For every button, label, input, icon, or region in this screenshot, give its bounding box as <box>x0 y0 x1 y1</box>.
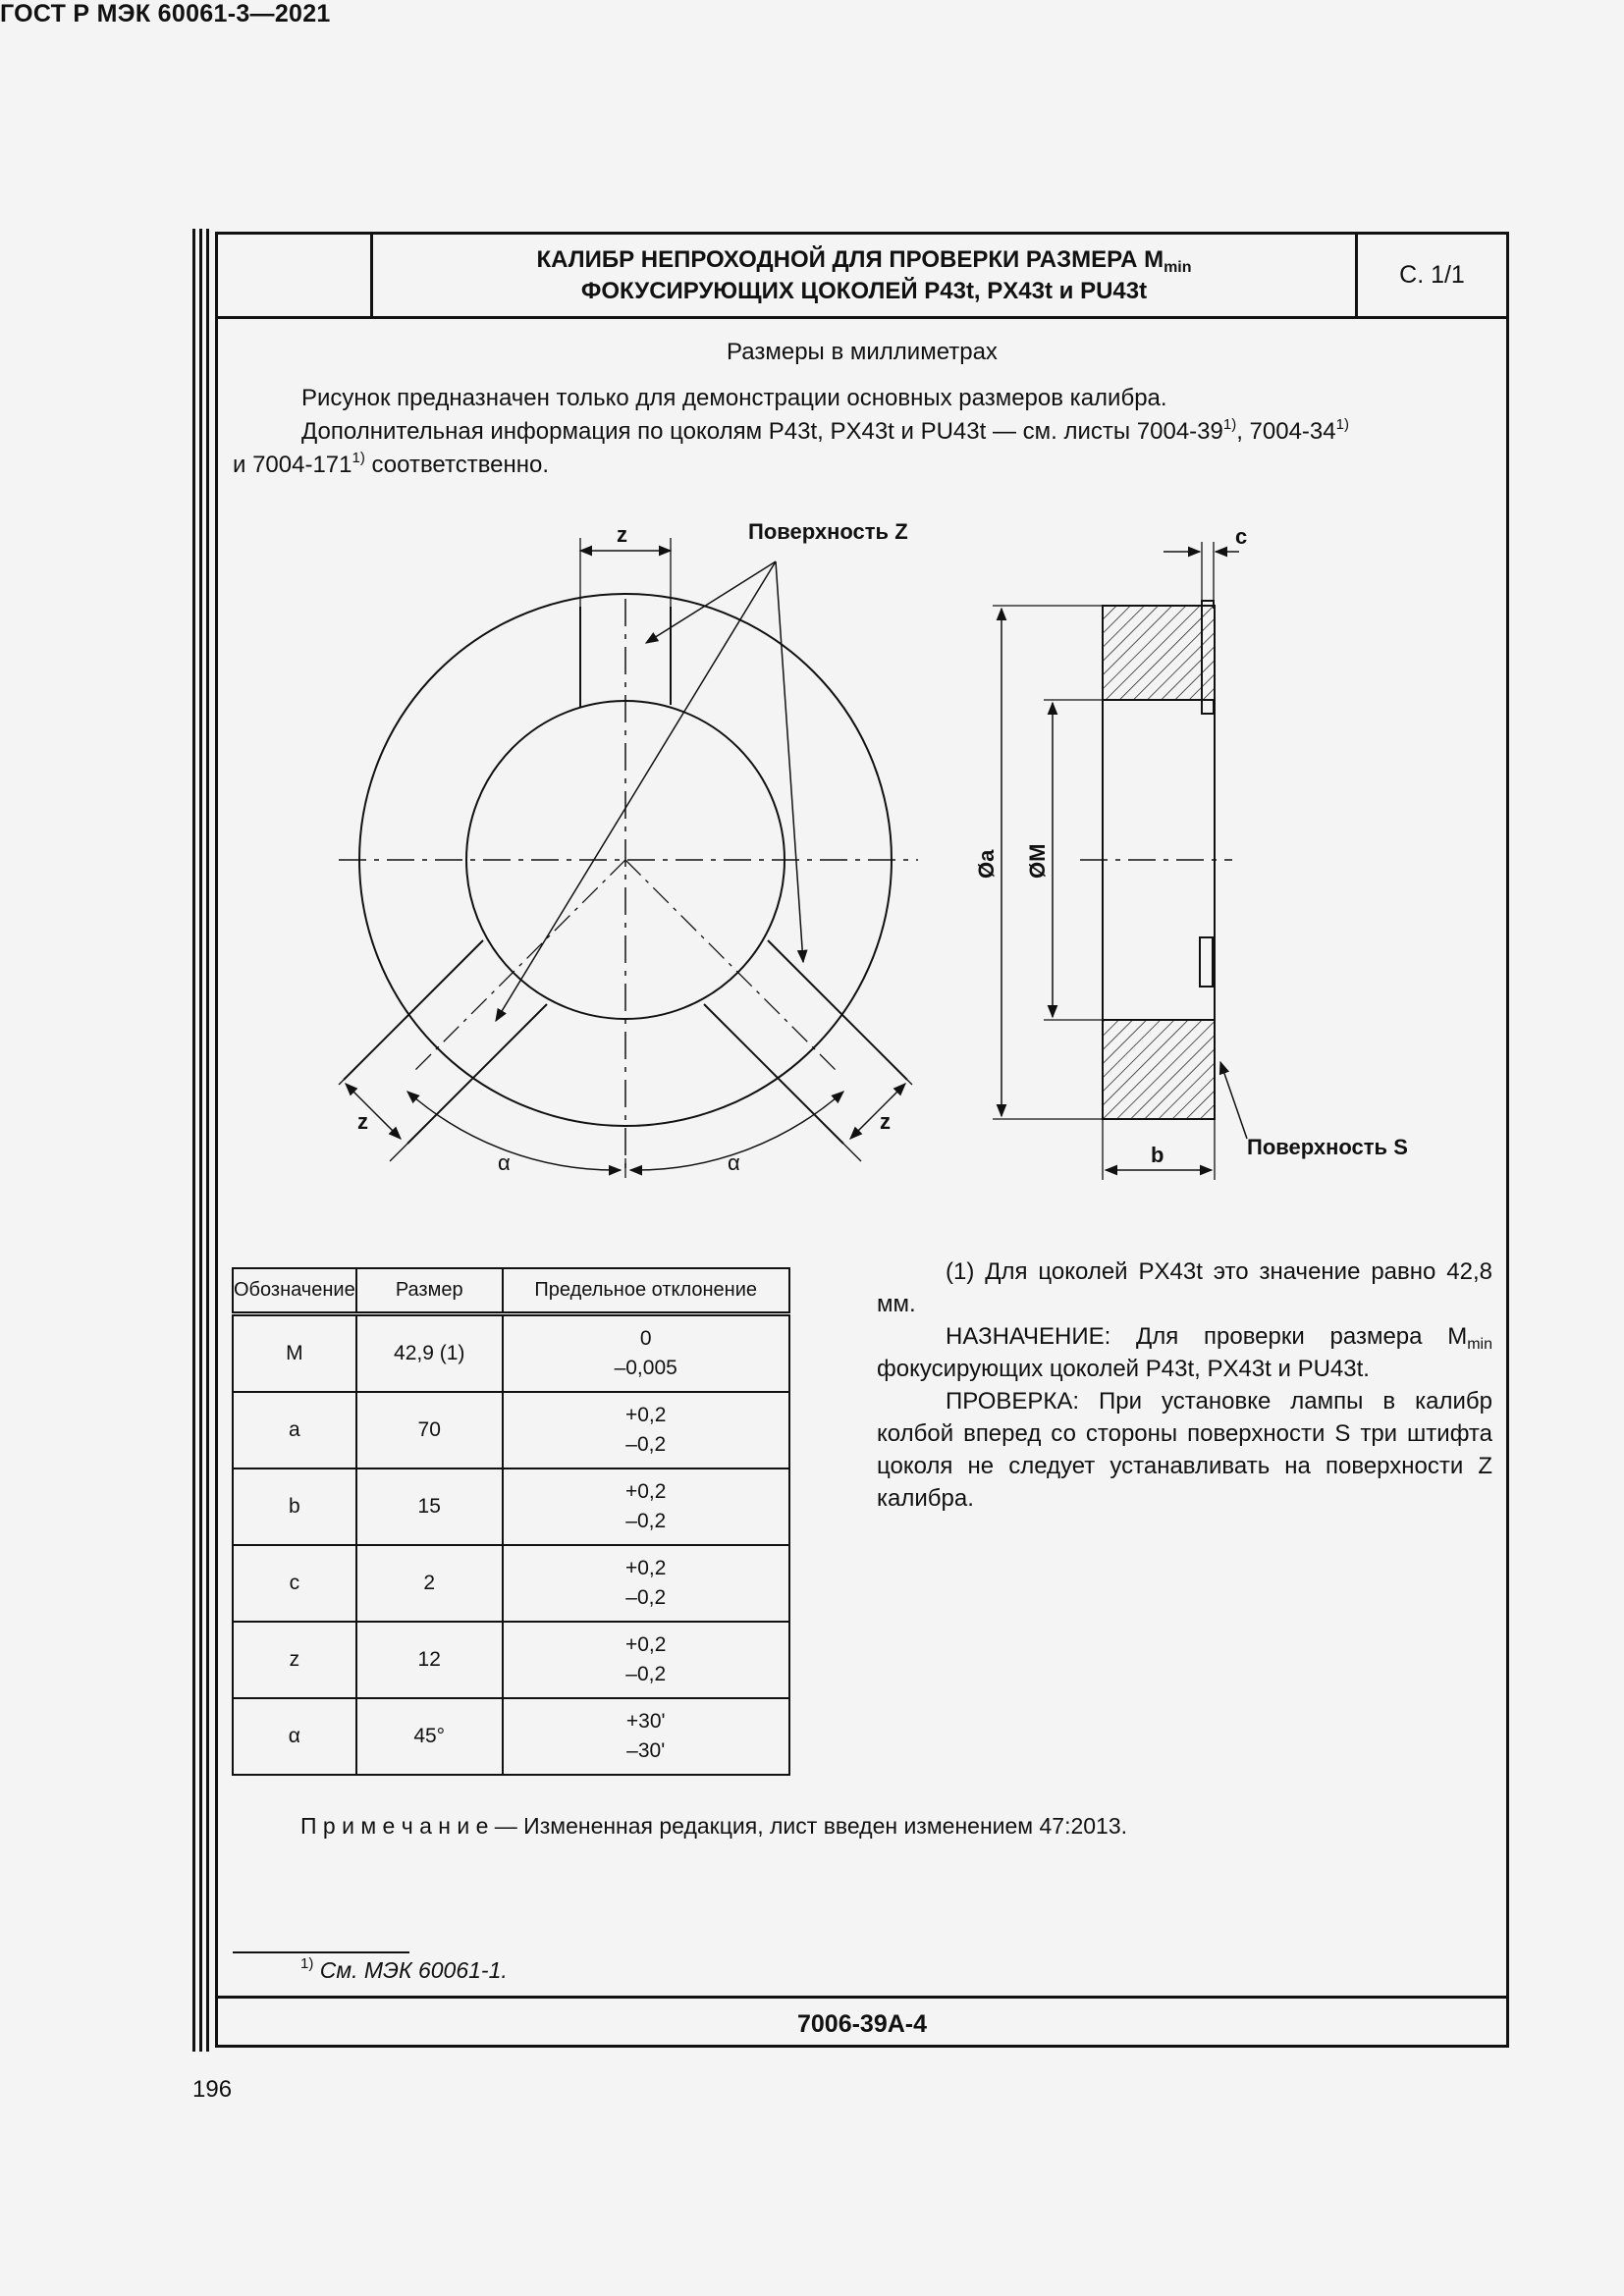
intro-line-2: Дополнительная информация по цоколям P43t, PX43t и PU43t — см. листы 7004-39$^{1)}$, 7004-34$^{1)}$ <box>301 416 1349 445</box>
section-top <box>1103 606 1215 700</box>
sheet-title: КАЛИБР НЕПРОХОДНОЙ ДЛЯ ПРОВЕРКИ РАЗМЕРА $M_{min}$ ФОКУСИРУЮЩИХ ЦОКОЛЕЙ P43t, PX43t и PU43t <box>536 246 1192 304</box>
right-slot-edge <box>768 940 907 1080</box>
section-bottom <box>1103 1020 1215 1119</box>
intro-line-1: Рисунок предназначен только для демонстрации основных размеров калибра. <box>301 385 1167 411</box>
table-row: a 70 +0,2 –0,2 <box>233 1392 789 1468</box>
footnote: $^{1)}$ См. МЭК 60061-1. <box>300 1955 508 1983</box>
amendment-note: П р и м е ч а н и е — Измененная редакция, лист введен изменением 47:2013. <box>300 1813 1128 1839</box>
binding-bar <box>206 229 209 2052</box>
note-purpose: НАЗНАЧЕНИЕ: Для проверки размера $M_{min}$ фокусирующих цоколей P43t, PX43t и PU43t. <box>877 1323 1492 1382</box>
right-slot-edge <box>704 1004 843 1144</box>
right-diagonal-centerline <box>625 860 839 1073</box>
alpha-label-left: α <box>498 1150 511 1175</box>
note-px43t: (1) Для цоколей PX43t это значение равно 42,8 мм. <box>877 1258 1492 1317</box>
surface-z-leader <box>646 561 776 643</box>
col-header-size: Размер <box>356 1268 503 1314</box>
footnote-rule <box>233 1951 409 1953</box>
sheet-code: 7006-39A-4 <box>796 2010 928 2038</box>
sheet-number: С. 1/1 <box>1355 235 1506 316</box>
intro-line-3: и 7004-171$^{1)}$ соответственно. <box>233 450 550 478</box>
surface-s-label: Поверхность S <box>1247 1135 1408 1159</box>
binding-bar <box>199 229 202 2052</box>
col-header-symbol: Обозначение <box>233 1268 356 1314</box>
table-row: c 2 +0,2 –0,2 <box>233 1545 789 1622</box>
dia-a-label: Øa <box>974 849 999 879</box>
code-rule <box>215 1996 1509 1999</box>
dimensions-table <box>232 1267 790 1776</box>
alpha-arc-left <box>407 1092 621 1170</box>
left-slot-edge <box>407 1004 547 1144</box>
z-dimension-right <box>850 1084 905 1139</box>
surface-s-leader <box>1220 1062 1247 1139</box>
title-block <box>218 235 1506 319</box>
gauge-drawing <box>324 501 1473 1188</box>
table-row: α 45° +30' –30' <box>233 1698 789 1775</box>
page-number: 196 <box>192 2076 233 2103</box>
table-row: M 42,9 (1) 0 –0,005 <box>233 1314 789 1393</box>
b-label: b <box>1151 1143 1164 1167</box>
note-check: ПРОВЕРКА: При установке лампы в калибр колбой вперед со стороны поверхности S три штифта цоколя не следует устанавливать на поверхности Z калибра. <box>877 1388 1492 1512</box>
left-diagonal-centerline <box>412 860 625 1073</box>
z-label-top: z <box>617 522 627 547</box>
col-header-tolerance: Предельное отклонение <box>503 1268 789 1314</box>
dia-m-label: ØM <box>1025 843 1050 879</box>
c-label: c <box>1235 524 1248 549</box>
z-label-right: z <box>880 1109 891 1134</box>
binding-bar <box>192 229 195 2052</box>
notes-block <box>877 1255 1492 1515</box>
alpha-label-right: α <box>728 1150 740 1175</box>
table-row: b 15 +0,2 –0,2 <box>233 1468 789 1545</box>
surface-z-leader <box>496 561 776 1021</box>
surface-z-label: Поверхность Z <box>748 519 908 544</box>
standard-header: ГОСТ Р МЭК 60061-3—2021 <box>0 0 331 27</box>
table-row: z 12 +0,2 –0,2 <box>233 1622 789 1698</box>
units-note: Размеры в миллиметрах <box>727 339 998 365</box>
title-left-cell <box>218 235 373 316</box>
z-dimension-left <box>346 1084 401 1139</box>
front-view <box>339 538 918 1178</box>
z-label-left: z <box>357 1109 368 1134</box>
left-slot-edge <box>344 940 483 1080</box>
